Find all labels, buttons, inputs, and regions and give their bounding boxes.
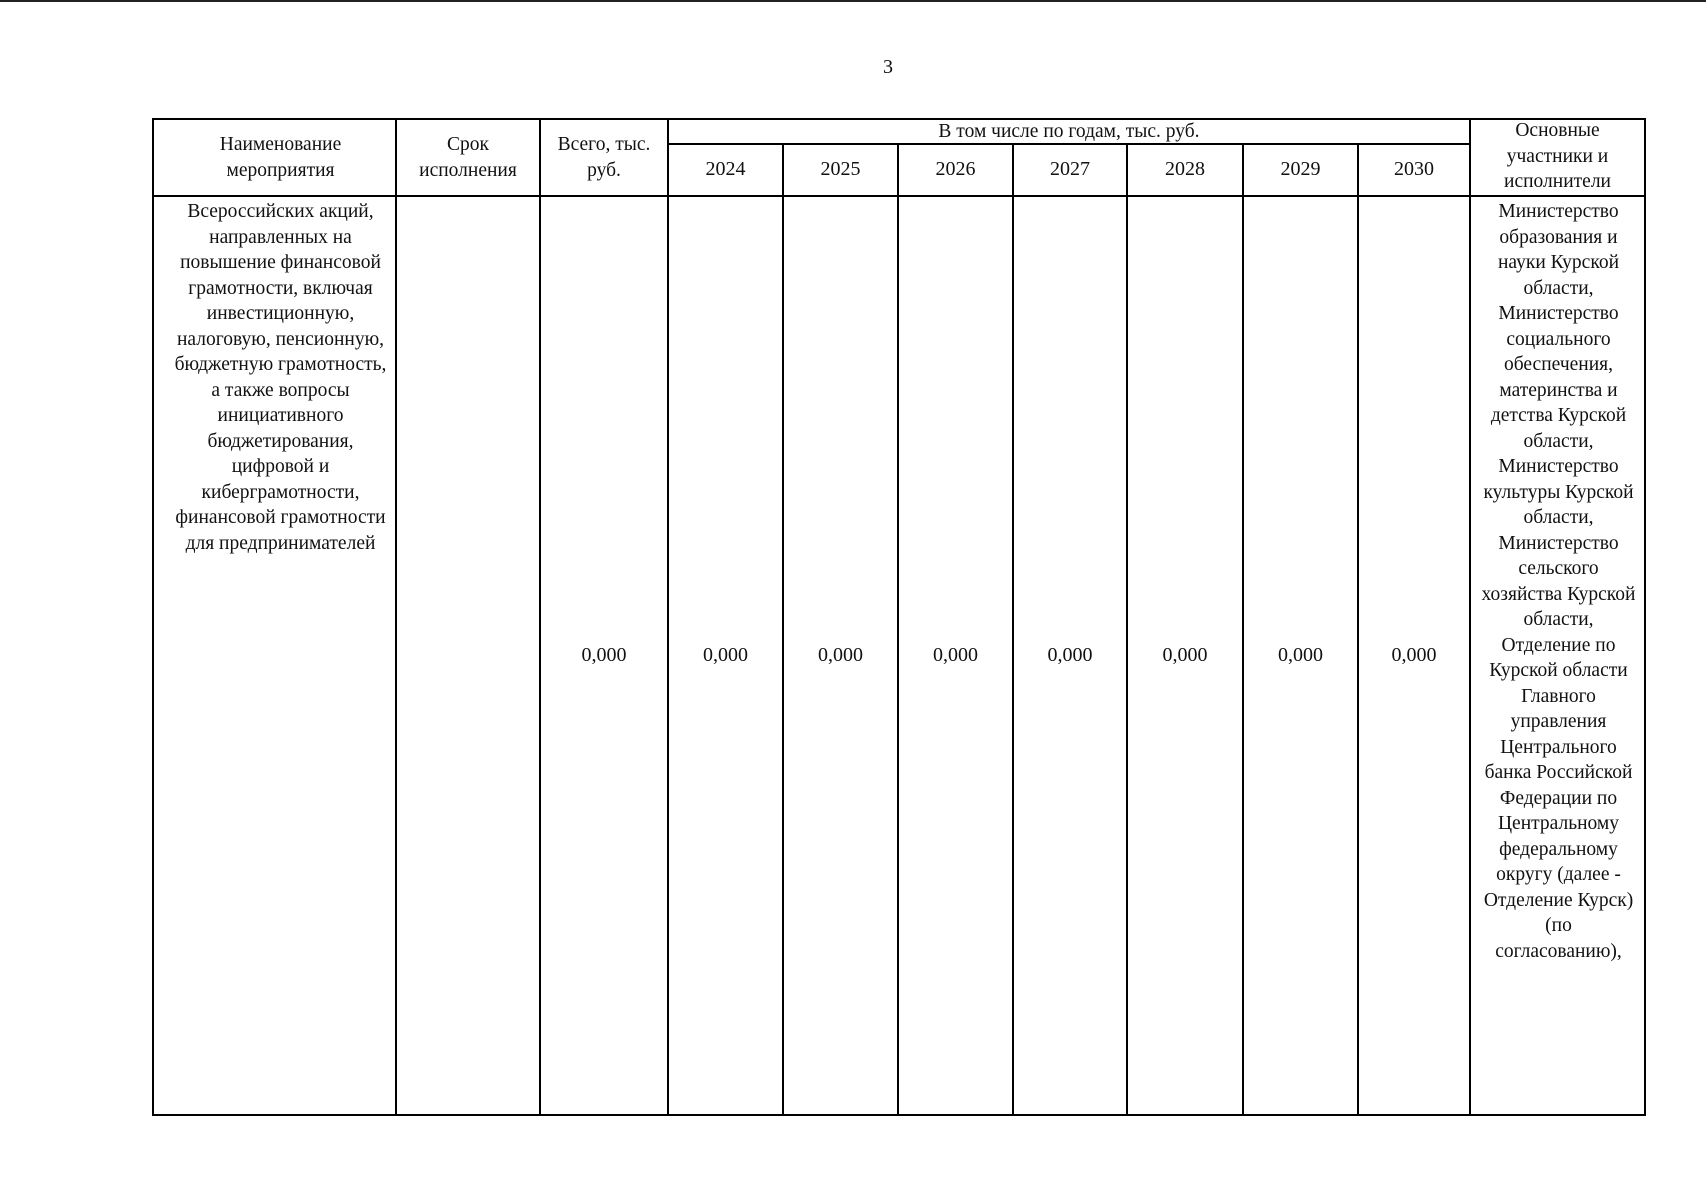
scan-top-edge — [0, 0, 1706, 2]
row-total: 0,000 — [581, 643, 627, 666]
table-bottom-border — [152, 1114, 1646, 1116]
row-value-2028: 0,000 — [1162, 643, 1208, 666]
header-year-2027: 2027 — [1050, 158, 1090, 181]
col-border-right — [1644, 118, 1646, 1116]
budget-table — [152, 118, 1646, 1116]
row-value-2025: 0,000 — [818, 643, 863, 666]
header-year-2025: 2025 — [820, 158, 861, 181]
header-total: Всего, тыс. руб. — [557, 134, 651, 181]
header-year-2029: 2029 — [1280, 158, 1321, 181]
header-year-2028: 2028 — [1165, 158, 1205, 181]
header-year-2030: 2030 — [1394, 158, 1434, 181]
header-year-2024: 2024 — [705, 158, 746, 181]
row-value-2027: 0,000 — [1047, 643, 1093, 666]
row-name: Всероссийских акций, направленных на повышение финансовой грамотности, включая инвестиционную, налоговую, пенсионную, бюджетную грамотность, а также вопросы инициативного бюджетирования, цифровой и киберграмотности, финансовой грамотности для предпринимателей — [174, 201, 387, 554]
row-value-2030: 0,000 — [1391, 643, 1437, 666]
page-number: 3 — [883, 56, 893, 78]
header-by-years: В том числе по годам, тыс. руб. — [938, 120, 1200, 142]
row-value-2024: 0,000 — [703, 643, 748, 666]
header-name: Наименование мероприятия — [219, 134, 342, 181]
row-term — [397, 197, 539, 1114]
header-participants: Основные участники и исполнители — [1504, 120, 1611, 193]
row-value-2026: 0,000 — [933, 643, 978, 666]
header-term: Срок исполнения — [419, 134, 517, 181]
header-year-2026: 2026 — [935, 158, 976, 181]
row-participants: Министерство образования и науки Курской области, Министерство социального обеспечения, материнства и детства Курской области, Министерство культуры Курской области, Министерство сельского хозяйства Курской области, Отделение по Курской области Главного управления Центрального банка Российской Федерации по Центральному федеральному округу (далее - Отделение Курск) (по согласованию), — [1481, 201, 1636, 962]
row-value-2029: 0,000 — [1278, 643, 1323, 666]
